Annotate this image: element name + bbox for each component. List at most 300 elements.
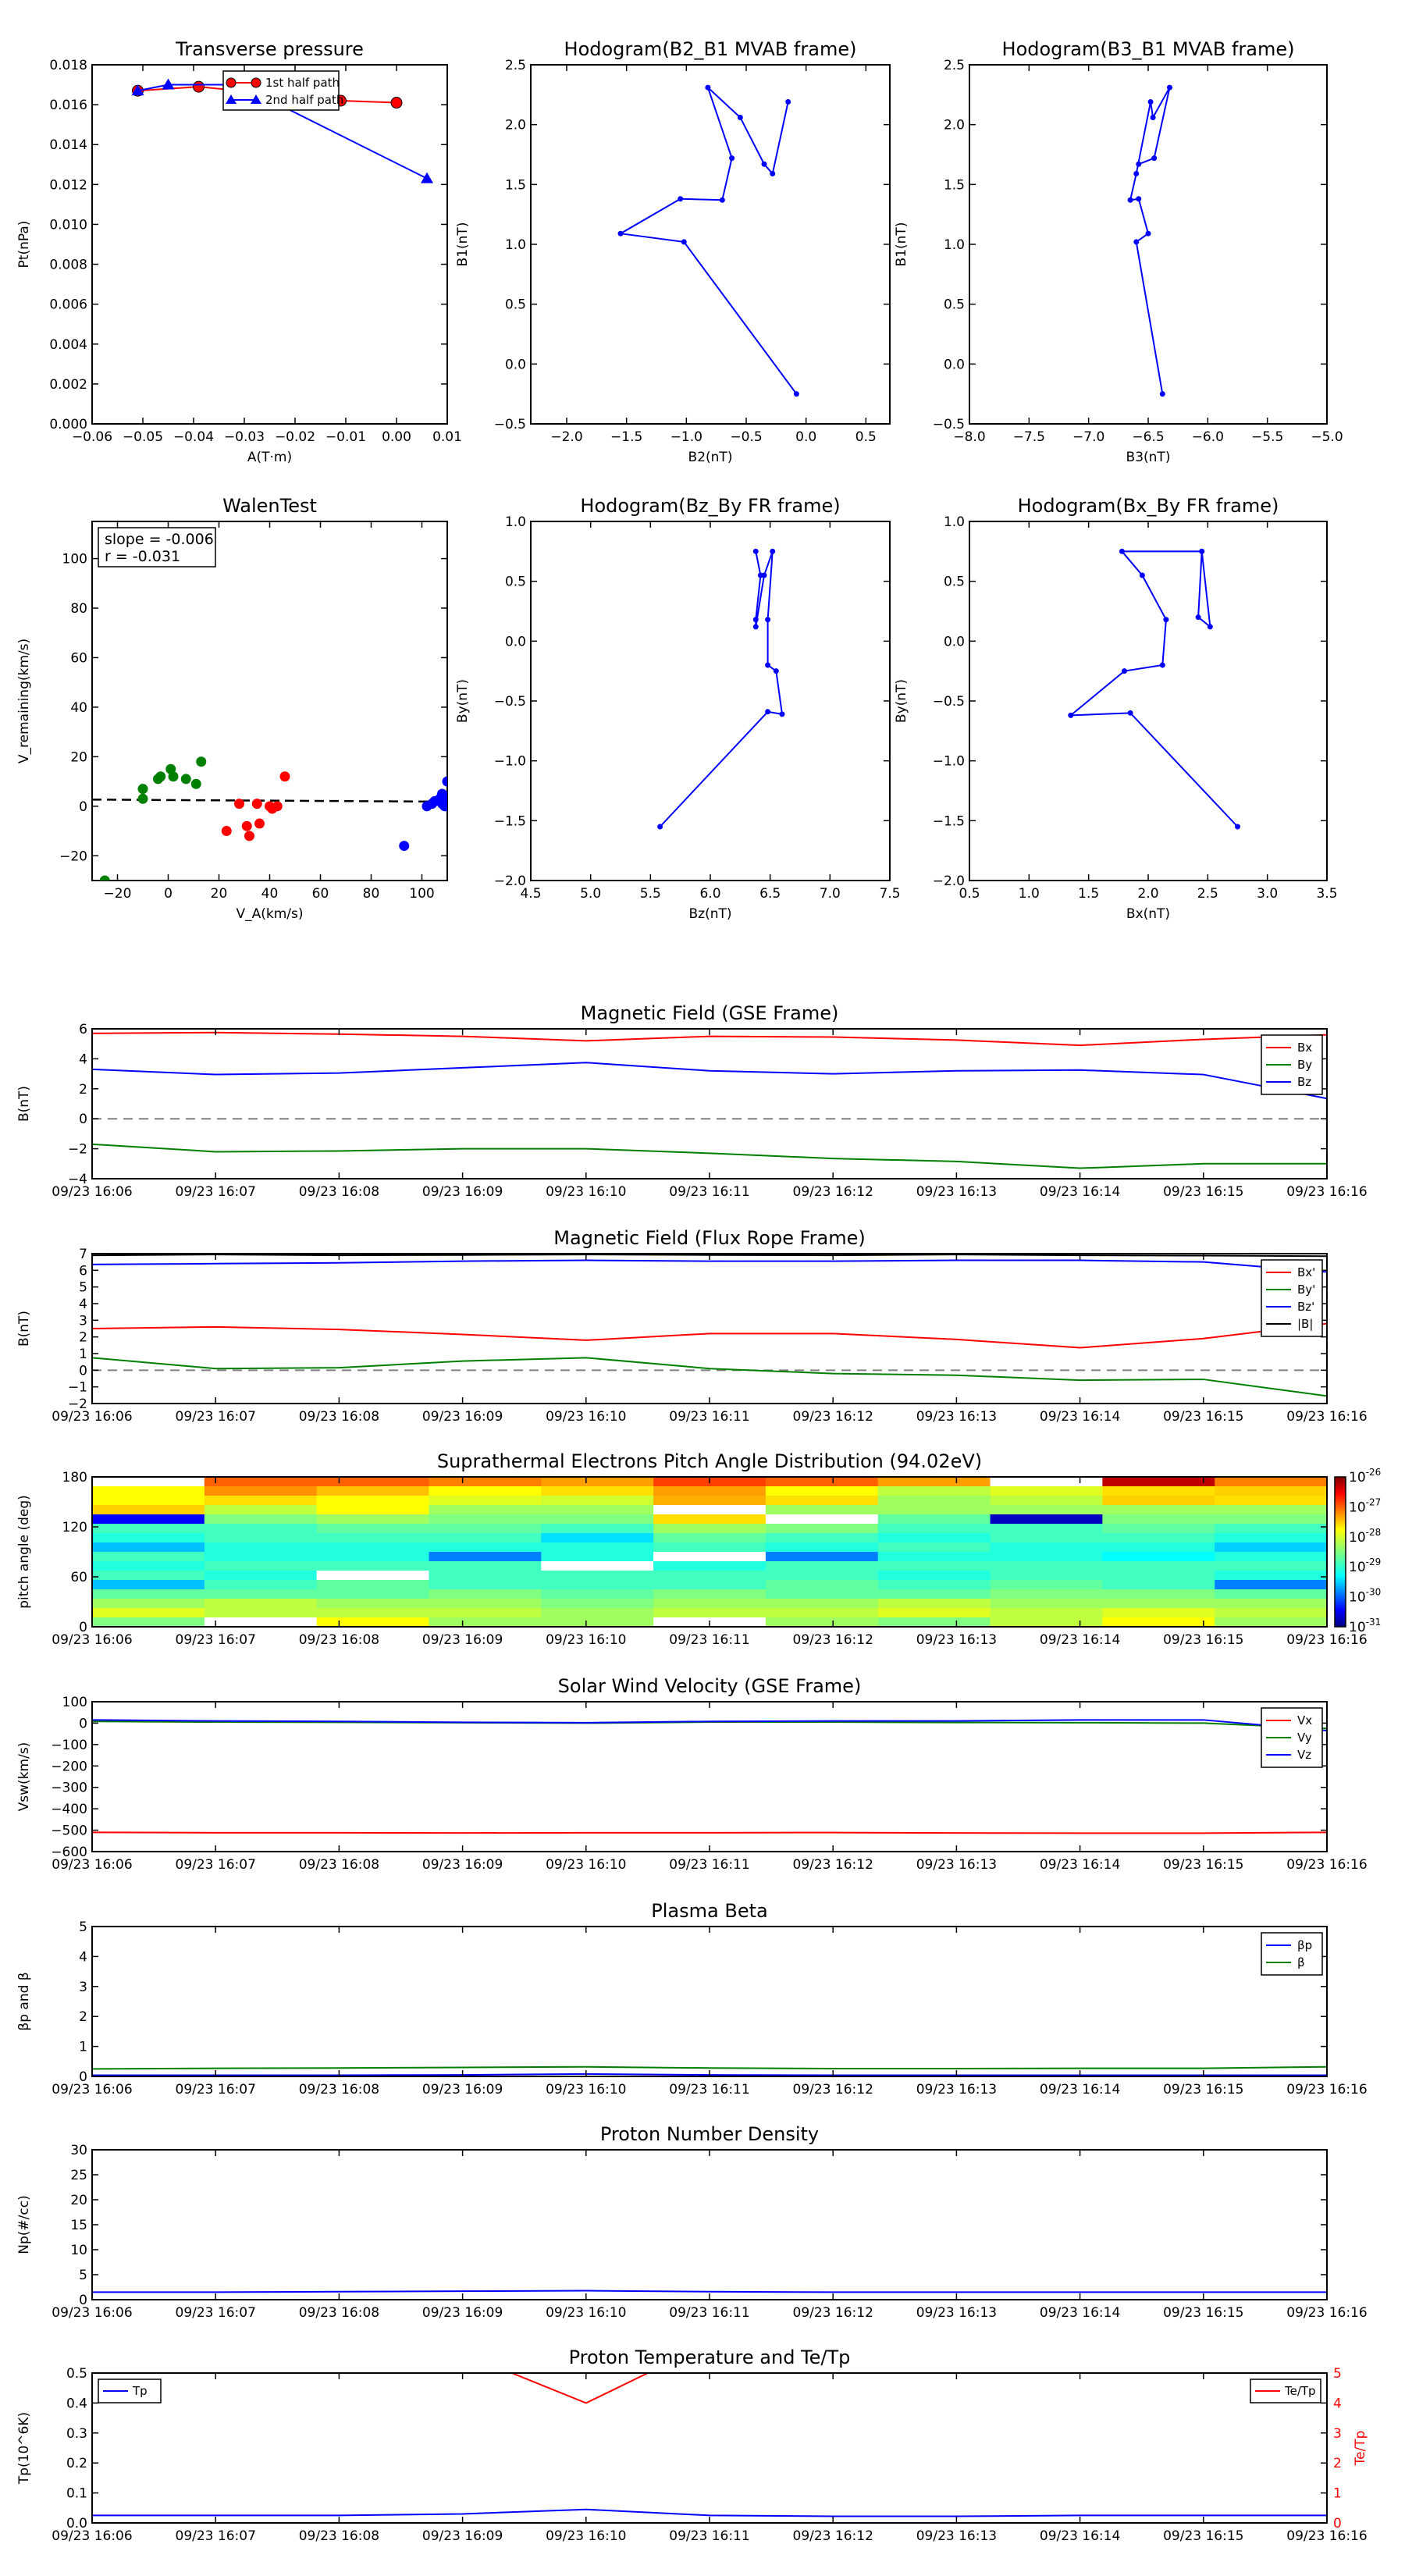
time-tick-label: 09/23 16:09: [422, 1857, 503, 1873]
x-tick-label: −0.05: [122, 429, 164, 445]
data-point: [1199, 549, 1204, 554]
proton-temp-chart: [16, 2343, 1368, 2544]
y-tick-label: 180: [62, 1470, 87, 1485]
y-tick-label: 10: [70, 2243, 87, 2258]
legend-label: βp: [1297, 1938, 1313, 1952]
heatmap-cell: [317, 1514, 429, 1525]
heatmap-cell: [429, 1617, 541, 1628]
x-tick-label: −6.5: [1132, 429, 1165, 445]
y-right-tick-label: 4: [1333, 2396, 1342, 2412]
data-point: [1163, 617, 1168, 622]
chart-title: Proton Temperature and Te/Tp: [568, 2347, 851, 2368]
time-tick-label: 09/23 16:15: [1163, 2082, 1244, 2097]
legend-label: |B|: [1297, 1317, 1314, 1331]
heatmap-cell: [92, 1608, 205, 1618]
y-tick-label: −1.0: [493, 753, 526, 770]
time-tick-label: 09/23 16:06: [52, 2082, 133, 2097]
data-point: [100, 876, 110, 886]
time-tick-label: 09/23 16:14: [1039, 1857, 1121, 1873]
y-tick-label: 30: [70, 2143, 87, 2158]
plot-frame: [969, 521, 1327, 881]
heatmap-cell: [991, 1561, 1103, 1571]
y-tick-label: −0.5: [493, 417, 526, 432]
colorbar-exponent: -26: [1365, 1467, 1382, 1478]
y-axis-label: Pt(nPa): [16, 220, 32, 269]
y-tick-label: 0.5: [66, 2366, 87, 2382]
y-tick-label: −2.0: [493, 873, 526, 889]
y-tick-label: 0.006: [49, 297, 87, 313]
x-axis-label: Bz(nT): [688, 906, 732, 922]
heatmap-cell: [429, 1571, 541, 1581]
heatmap-cell: [653, 1496, 766, 1506]
heatmap-cell: [205, 1571, 317, 1581]
y-axis-label: βp and β: [16, 1972, 32, 2031]
chart-title: Hodogram(Bx_By FR frame): [1017, 495, 1279, 517]
heatmap-cell: [878, 1589, 991, 1599]
heatmap-cell: [1102, 1542, 1215, 1553]
proton-density-chart: [16, 2123, 1368, 2321]
x-tick-label: −0.5: [730, 429, 763, 445]
legend-label: By': [1297, 1283, 1316, 1297]
y-tick-label: 0.5: [943, 297, 965, 313]
time-tick-label: 09/23 16:10: [546, 2305, 627, 2321]
y-tick-label: 2: [79, 1329, 87, 1346]
plasma-beta-chart: [16, 1900, 1368, 2097]
time-tick-label: 09/23 16:15: [1163, 1409, 1244, 1425]
heatmap-cell: [205, 1561, 317, 1571]
x-tick-label: 6.5: [759, 886, 781, 902]
heatmap-cell: [1102, 1617, 1215, 1628]
y-tick-label: −100: [51, 1737, 87, 1753]
time-tick-label: 09/23 16:11: [669, 2082, 750, 2097]
heatmap-cell: [1102, 1524, 1215, 1534]
heatmap-cell: [991, 1617, 1103, 1628]
x-tick-label: 60: [311, 886, 329, 902]
heatmap-cell: [92, 1552, 205, 1562]
heatmap-cell: [317, 1571, 429, 1581]
y-tick-label: 2.5: [943, 58, 965, 73]
data-point: [1140, 573, 1145, 578]
time-tick-label: 09/23 16:16: [1286, 1184, 1368, 1200]
time-tick-label: 09/23 16:08: [298, 1409, 380, 1425]
heatmap-cell: [766, 1524, 878, 1534]
time-tick-label: 09/23 16:13: [916, 2528, 998, 2544]
colorbar-label: $10^{-30}10\^{}-30$: [1349, 1586, 1382, 1606]
y-tick-label: 0.1: [66, 2485, 87, 2502]
heatmap-cell: [541, 1524, 653, 1534]
x-tick-label: −6.0: [1191, 429, 1224, 445]
heatmap-cell: [1102, 1477, 1215, 1487]
heatmap-cell: [541, 1496, 653, 1506]
y-tick-label: 1.0: [943, 237, 965, 253]
data-point: [194, 81, 205, 92]
time-tick-label: 09/23 16:12: [792, 2528, 873, 2544]
heatmap-cell: [991, 1505, 1103, 1515]
heatmap-cell: [653, 1524, 766, 1534]
time-tick-label: 09/23 16:12: [792, 2082, 873, 2097]
time-tick-label: 09/23 16:12: [792, 1857, 873, 1873]
legend-label: Vx: [1297, 1713, 1313, 1727]
heatmap-cell: [1102, 1589, 1215, 1599]
heatmap-cell: [1215, 1486, 1327, 1496]
data-point: [196, 756, 206, 767]
heatmap-cell: [766, 1477, 878, 1487]
y-tick-label: 0.0: [504, 357, 526, 373]
heatmap-cell: [92, 1589, 205, 1599]
heatmap-cell: [766, 1571, 878, 1581]
heatmap-cell: [1215, 1477, 1327, 1487]
time-tick-label: 09/23 16:15: [1163, 1632, 1244, 1648]
x-tick-label: 5.5: [639, 886, 661, 902]
y-tick-label: 0.0: [504, 634, 526, 650]
heatmap-cell: [92, 1486, 205, 1496]
x-tick-label: −0.01: [325, 429, 367, 445]
series-line: [92, 1062, 1327, 1098]
heatmap-cell: [766, 1580, 878, 1590]
data-point: [762, 162, 767, 167]
data-point: [681, 239, 687, 244]
y-tick-label: 0.012: [49, 177, 87, 194]
time-tick-label: 09/23 16:14: [1039, 2082, 1121, 2097]
hodogram-bz-by-chart: [455, 495, 901, 922]
transverse-pressure-chart: [16, 38, 462, 465]
heatmap-cell: [766, 1561, 878, 1571]
y-tick-label: 0.0: [943, 357, 965, 373]
y-tick-label: 1.5: [504, 177, 526, 194]
y-tick-label: 100: [62, 1695, 87, 1710]
x-tick-label: 3.0: [1257, 886, 1279, 902]
colorbar: [1335, 1477, 1346, 1627]
heatmap-cell: [878, 1486, 991, 1496]
heatmap-cell: [653, 1542, 766, 1553]
heatmap-cell: [205, 1533, 317, 1543]
y-tick-label: 2.0: [504, 117, 526, 133]
y-tick-label: 4: [79, 1949, 87, 1966]
plot-frame: [969, 65, 1327, 424]
time-tick-label: 09/23 16:10: [546, 1857, 627, 1873]
heatmap-cell: [878, 1599, 991, 1609]
heatmap-cell: [92, 1571, 205, 1581]
y-tick-label: 2.5: [504, 58, 526, 73]
data-point: [765, 663, 770, 668]
time-tick-label: 09/23 16:11: [669, 1632, 750, 1648]
plot-frame: [92, 521, 447, 881]
heatmap-cell: [878, 1580, 991, 1590]
time-tick-label: 09/23 16:13: [916, 1857, 998, 1873]
heatmap-cell: [205, 1617, 317, 1628]
data-point: [242, 821, 252, 831]
legend-label: Bz': [1297, 1300, 1315, 1314]
heatmap-cell: [991, 1496, 1103, 1506]
solar-wind-chart: [16, 1675, 1368, 1873]
y-tick-label: 0.008: [49, 257, 87, 273]
y-right-tick-label: 3: [1333, 2425, 1342, 2442]
colorbar-exponent: -31: [1365, 1617, 1382, 1628]
heatmap-cell: [317, 1496, 429, 1506]
plot-frame: [92, 1927, 1327, 2076]
plot-area: [92, 756, 453, 885]
colorbar-exponent: -28: [1365, 1526, 1382, 1538]
heatmap-cell: [205, 1524, 317, 1534]
heatmap-cell: [653, 1589, 766, 1599]
y-tick-label: 0: [79, 1363, 87, 1379]
heatmap-cell: [429, 1552, 541, 1562]
heatmap-cell: [429, 1580, 541, 1590]
series-line: [92, 1721, 1327, 1728]
x-tick-label: −0.06: [71, 429, 113, 445]
heatmap-cell: [205, 1477, 317, 1487]
plot-area: [657, 549, 784, 830]
heatmap-cell: [878, 1617, 991, 1628]
time-tick-label: 09/23 16:09: [422, 2082, 503, 2097]
y-tick-label: 0.5: [504, 574, 526, 590]
data-point: [1160, 391, 1165, 397]
y-tick-label: 1: [79, 2039, 87, 2055]
chart-title: Proton Number Density: [599, 2123, 820, 2145]
time-tick-label: 09/23 16:10: [546, 1409, 627, 1425]
data-point: [738, 115, 743, 120]
heatmap-cell: [766, 1552, 878, 1562]
y-axis-label: B1(nT): [894, 222, 909, 267]
y-axis-label: V_remaining(km/s): [16, 638, 32, 764]
plot-area: [92, 1720, 1327, 1833]
heatmap-cell: [991, 1580, 1103, 1590]
y-tick-label: 7: [79, 1247, 87, 1262]
heatmap-cell: [92, 1505, 205, 1515]
data-point: [753, 624, 759, 629]
heatmap-cell: [766, 1505, 878, 1515]
legend-marker: [251, 78, 261, 87]
heatmap-cell: [429, 1477, 541, 1487]
heatmap-cell: [541, 1542, 653, 1553]
data-point: [1146, 231, 1151, 237]
hodogram-bx-by-chart: [894, 495, 1338, 922]
series-line: [92, 1144, 1327, 1169]
heatmap-cell: [878, 1496, 991, 1506]
chart-title: Transverse pressure: [176, 38, 364, 60]
heatmap-cell: [205, 1496, 317, 1506]
y-tick-label: 1.0: [504, 237, 526, 253]
plot-frame: [92, 65, 447, 424]
time-tick-label: 09/23 16:13: [916, 1409, 998, 1425]
x-tick-label: −8.0: [953, 429, 986, 445]
mag-field-gse-chart: [16, 1002, 1368, 1200]
chart-title: Hodogram(B2_B1 MVAB frame): [564, 38, 857, 60]
data-point: [705, 85, 710, 91]
heatmap-cell: [429, 1589, 541, 1599]
heatmap-cell: [541, 1486, 653, 1496]
heatmap-cell: [541, 1561, 653, 1571]
heatmap-cell: [1102, 1561, 1215, 1571]
x-tick-label: −0.02: [274, 429, 316, 445]
y-tick-label: 20: [70, 749, 87, 766]
heatmap-cell: [653, 1505, 766, 1515]
heatmap-cell: [317, 1533, 429, 1543]
time-tick-label: 09/23 16:08: [298, 2082, 380, 2097]
heatmap-cell: [92, 1524, 205, 1534]
heatmap-cell: [1102, 1571, 1215, 1581]
heatmap-cell: [429, 1561, 541, 1571]
time-tick-label: 09/23 16:14: [1039, 1409, 1121, 1425]
heatmap-cell: [653, 1571, 766, 1581]
heatmap-cell: [1215, 1617, 1327, 1628]
time-tick-label: 09/23 16:07: [175, 2305, 256, 2321]
series-line: [92, 2067, 1327, 2069]
y-tick-label: −400: [51, 1802, 87, 1818]
data-point: [399, 841, 409, 851]
data-point: [1128, 197, 1133, 203]
series-line: [92, 1324, 1327, 1348]
x-tick-label: 7.0: [819, 886, 841, 902]
legend-label: 2nd half path: [265, 93, 344, 107]
x-tick-label: −7.5: [1012, 429, 1045, 445]
time-tick-label: 09/23 16:08: [298, 1184, 380, 1200]
heatmap-cell: [429, 1608, 541, 1618]
heatmap-cell: [541, 1477, 653, 1487]
heatmap-cell: [878, 1514, 991, 1525]
x-axis-label: Bx(nT): [1126, 906, 1171, 922]
plot-area: [92, 2290, 1327, 2292]
data-point: [1133, 239, 1139, 244]
heatmap-cell: [878, 1542, 991, 1553]
y-tick-label: −2: [67, 1397, 87, 1412]
heatmap-cell: [1215, 1552, 1327, 1562]
plot-area: [1068, 549, 1240, 830]
heatmap-cell: [878, 1552, 991, 1562]
time-tick-label: 09/23 16:12: [792, 1632, 873, 1648]
data-point: [1136, 162, 1141, 167]
time-tick-label: 09/23 16:11: [669, 1857, 750, 1873]
x-tick-label: 0.5: [959, 886, 980, 902]
x-tick-label: −0.03: [223, 429, 265, 445]
x-axis-label: A(T·m): [247, 450, 293, 465]
heatmap-cell: [92, 1599, 205, 1609]
y-tick-label: 15: [70, 2218, 87, 2233]
heatmap-cell: [317, 1505, 429, 1515]
time-tick-label: 09/23 16:06: [52, 1632, 133, 1648]
heatmap-cell: [653, 1552, 766, 1562]
y-tick-label: 80: [70, 601, 87, 617]
x-tick-label: −2.0: [550, 429, 583, 445]
time-tick-label: 09/23 16:14: [1039, 1632, 1121, 1648]
y-tick-label: 0: [79, 1716, 87, 1732]
legend-label: Bz: [1297, 1075, 1312, 1089]
data-point: [753, 617, 759, 622]
data-point: [1119, 549, 1125, 554]
x-tick-label: 4.5: [520, 886, 542, 902]
stats-slope: slope = -0.006: [105, 531, 214, 548]
heatmap-cell: [991, 1477, 1103, 1487]
y-tick-label: −4: [67, 1172, 87, 1187]
data-point: [169, 771, 179, 781]
data-point: [138, 794, 148, 804]
heatmap-cell: [1102, 1580, 1215, 1590]
heatmap-cell: [653, 1533, 766, 1543]
y-tick-label: 0.000: [49, 417, 87, 432]
data-point: [720, 197, 725, 203]
walen-test-chart: [16, 495, 453, 922]
plot-area: [618, 85, 799, 397]
y-tick-label: 2.0: [943, 117, 965, 133]
time-tick-label: 09/23 16:10: [546, 1632, 627, 1648]
heatmap-cell: [766, 1514, 878, 1525]
data-point: [1167, 85, 1172, 91]
pitch-angle-chart: [16, 1450, 1381, 1648]
heatmap-cell: [541, 1571, 653, 1581]
time-tick-label: 09/23 16:10: [546, 2082, 627, 2097]
heatmap-cell: [429, 1599, 541, 1609]
x-axis-label: B3(nT): [1126, 450, 1171, 465]
data-point: [1122, 668, 1127, 674]
time-tick-label: 09/23 16:07: [175, 1184, 256, 1200]
heatmap-cell: [429, 1524, 541, 1534]
y-tick-label: 20: [70, 2193, 87, 2208]
heatmap-cell: [317, 1580, 429, 1590]
x-tick-label: 0.01: [432, 429, 462, 445]
data-point: [181, 774, 191, 784]
time-tick-label: 09/23 16:14: [1039, 1184, 1121, 1200]
time-tick-label: 09/23 16:08: [298, 2528, 380, 2544]
data-point: [443, 777, 453, 787]
series-line: [92, 1357, 1327, 1396]
y-tick-label: 0.0: [66, 2516, 87, 2532]
heatmap-cell: [878, 1524, 991, 1534]
x-tick-label: 0.5: [855, 429, 877, 445]
heatmap-cell: [1102, 1496, 1215, 1506]
y-tick-label: 2: [79, 2009, 87, 2026]
colorbar-label: $10^{-26}10\^{}-26$: [1349, 1467, 1382, 1485]
x-tick-label: −5.0: [1311, 429, 1343, 445]
plot-frame: [92, 1029, 1327, 1179]
plot-frame: [92, 2373, 1327, 2523]
y-tick-label: 5: [79, 2268, 87, 2283]
heatmap-cell: [991, 1589, 1103, 1599]
legend-label: Bx': [1297, 1265, 1316, 1279]
y-tick-label: 60: [70, 650, 87, 667]
y-right-tick-label: 5: [1333, 2366, 1342, 2382]
heatmap-cell: [429, 1496, 541, 1506]
heatmap-cell: [991, 1608, 1103, 1618]
chart-title: Suprathermal Electrons Pitch Angle Distribution (94.02eV): [436, 1450, 983, 1472]
data-point: [758, 573, 763, 578]
heatmap-cell: [1215, 1580, 1327, 1590]
y-tick-label: −1.5: [493, 813, 526, 830]
heatmap-cell: [92, 1617, 205, 1628]
series-line: [92, 2510, 1327, 2517]
heatmap-cell: [317, 1552, 429, 1562]
time-tick-label: 09/23 16:08: [298, 1857, 380, 1873]
heatmap-cell: [205, 1608, 317, 1618]
data-point: [1196, 614, 1201, 620]
y-tick-label: −0.5: [493, 694, 526, 710]
legend-label: By: [1297, 1058, 1313, 1072]
y-tick-label: 0.016: [49, 98, 87, 114]
heatmap-cell: [205, 1552, 317, 1562]
heatmap-cell: [1215, 1599, 1327, 1609]
x-tick-label: −5.5: [1251, 429, 1284, 445]
x-tick-label: 20: [210, 886, 228, 902]
chart-title: Hodogram(Bz_By FR frame): [580, 495, 841, 517]
y-right-axis-label: Te/Tp: [1353, 2430, 1368, 2466]
series-line: [92, 1720, 1327, 1731]
heatmap-cell: [1102, 1608, 1215, 1618]
heatmap-cell: [205, 1542, 317, 1553]
colorbar-exponent: -29: [1365, 1557, 1382, 1568]
y-tick-label: −0.5: [932, 694, 965, 710]
y-tick-label: 0.002: [49, 376, 87, 393]
y-tick-label: −200: [51, 1759, 87, 1775]
data-point: [391, 98, 402, 109]
